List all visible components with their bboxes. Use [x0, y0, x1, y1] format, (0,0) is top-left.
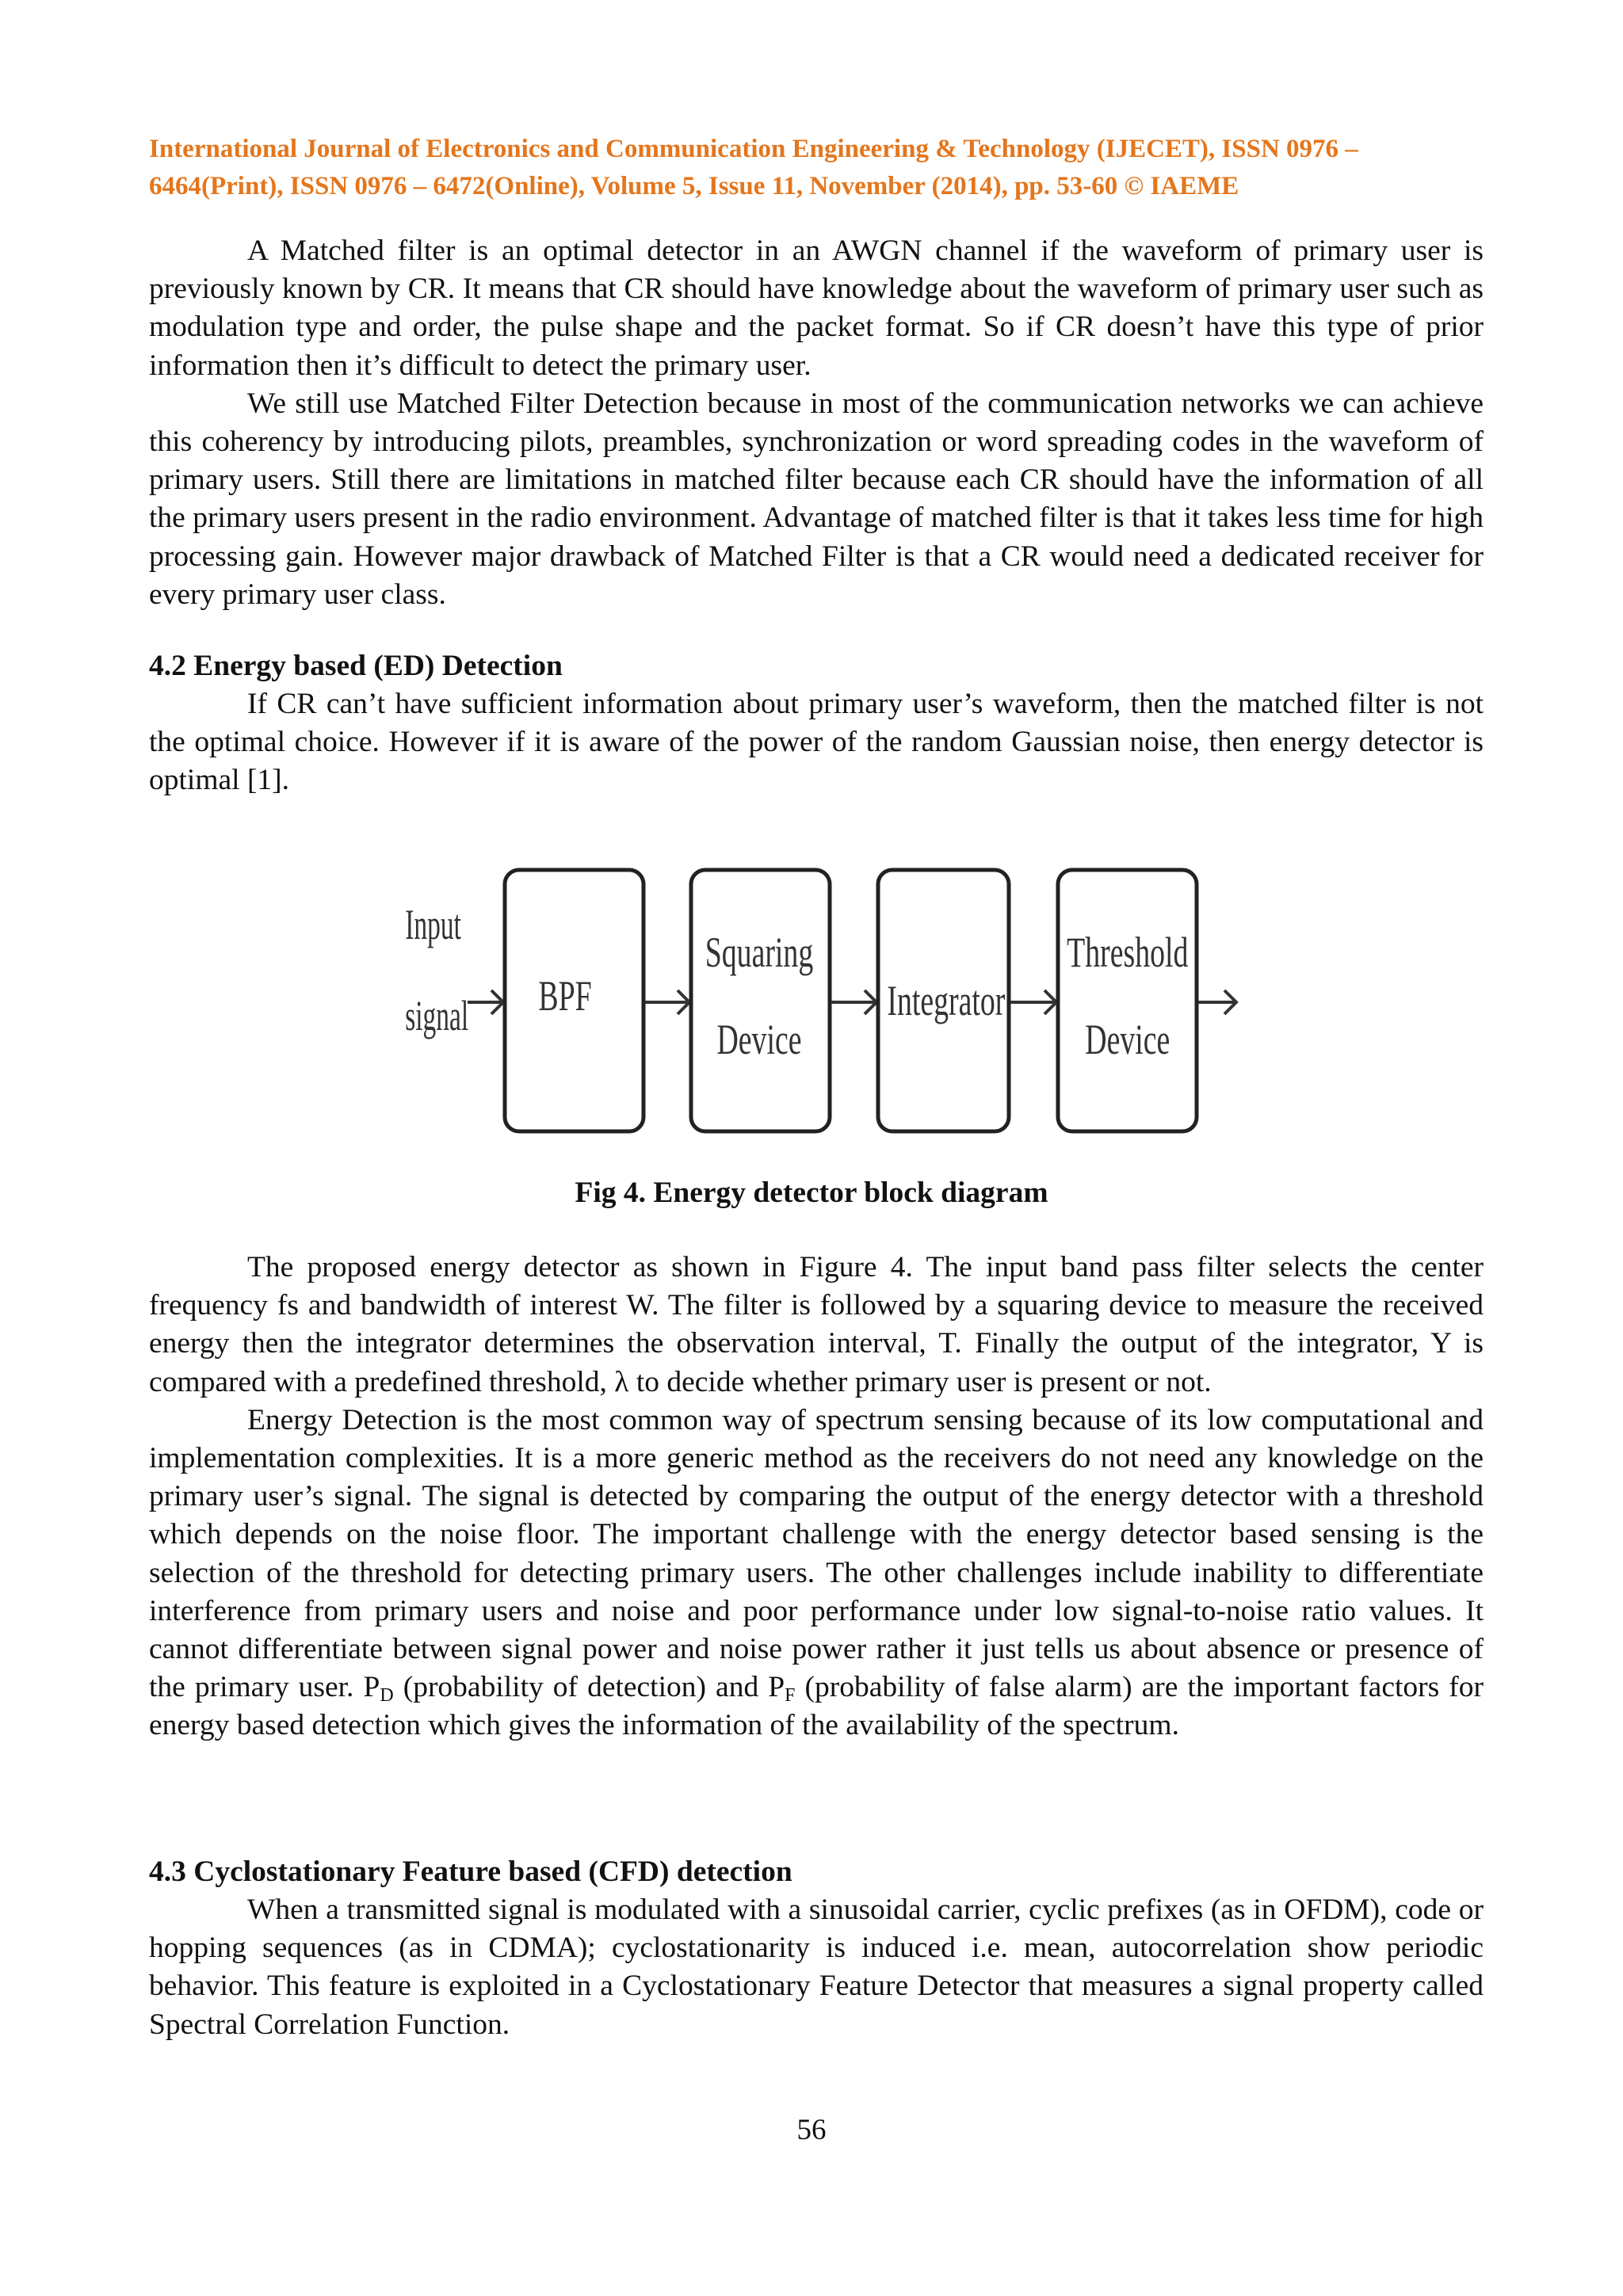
arrow-output [1198, 990, 1236, 1014]
energy-detector-block-diagram [404, 860, 1244, 1145]
input-signal-label-line1: Input [405, 900, 461, 949]
figure-caption: Fig 4. Energy detector block diagram [575, 1177, 1048, 1209]
paragraph-5-text-a: Energy Detection is the most common way of spectrum sensing because of its low computational and implementation complexities. It is a more generic method as the receivers do not need any knowledge on the primary user’s signal. The signal is detected by comparing the output of the energy detector with a threshold which depends on the noise floor. The important challenge with the energy detector based sensing is the selection of the threshold for detecting primary users. The other challenges include inability to differentiate interference from primary users and noise and poor performance under low signal-to-noise ratio values. It cannot differentiate between signal power and noise power rather it just tells us about absence or presence of the primary user. [149, 1403, 1484, 1704]
body-section-energy-intro [149, 685, 1484, 800]
arrow-squaring-to-integrator [831, 990, 876, 1014]
block-threshold-label-line1: Threshold [1067, 929, 1189, 977]
header-line-1: International Journal of Electronics and Communication Engineering & Technology (IJECET), ISSN 0976 – [149, 135, 1358, 163]
pf-subscript: F [785, 1685, 796, 1707]
paragraph-6: When a transmitted signal is modulated with a sinusoidal carrier, cyclic prefixes (as in OFDM), code or hopping sequences (as in CDMA); cyclostationarity is induced i.e. mean, autocorrelation show periodic behavior. This feature is exploited in a Cyclostationary Feature Detector that measures a signal property called Spectral Correlation Function. [149, 1894, 1484, 2041]
pd-symbol: P [363, 1671, 380, 1704]
paragraph-1: A Matched filter is an optimal detector in an AWGN channel if the waveform of primary user is previously known by CR. It means that CR should have knowledge about the waveform of primary user such as modulation type and order, the pulse shape and the packet format. So if CR doesn’t have this type of prior information then it’s difficult to detect the primary user. [149, 235, 1484, 382]
journal-header [149, 131, 1484, 205]
page-number: 56 [796, 2114, 827, 2146]
input-signal-label-line2: signal [405, 991, 469, 1040]
section-heading-4-2: 4.2 Energy based (ED) Detection [149, 650, 563, 682]
paragraph-2: We still use Matched Filter Detection because in most of the communication networks we can achieve this coherency by introducing pilots, preambles, synchronization or word spreading codes in the waveform of primary users. Still there are limitations in matched filter because each CR should have the information of all the primary users present in the radio environment. Advantage of matched filter is that it takes less time for high processing gain. However major drawback of Matched Filter is that a CR would need a dedicated receiver for every primary user class. [149, 387, 1484, 611]
paragraph-5 [149, 1402, 1484, 1745]
block-threshold-device [1058, 870, 1197, 1131]
arrow-bpf-to-squaring [645, 990, 689, 1014]
body-section-energy-detail [149, 1249, 1484, 1745]
paragraph-4: The proposed energy detector as shown in Figure 4. The input band pass filter selects the center frequency fs and bandwidth of interest W. The filter is followed by a squaring device to measure the received energy then the integrator determines the observation interval, T. Finally the output of the integrator, Y is compared with a predefined threshold, λ to decide whether primary user is present or not. [149, 1251, 1484, 1398]
paragraph-5-text-c: (probability of false alarm) are the important factors for energy based detection which gives the information of the availability of the spectrum. [149, 1671, 1484, 1742]
pd-subscript: D [380, 1685, 394, 1707]
paragraph-3: If CR can’t have sufficient information about primary user’s waveform, then the matched filter is not the optimal choice. However if it is aware of the power of the random Gaussian noise, then energy detector is optimal [1]. [149, 688, 1484, 797]
block-squaring-label-line2: Device [716, 1016, 802, 1064]
arrow-input-to-bpf [468, 990, 503, 1014]
block-integrator-label: Integrator [887, 977, 1006, 1025]
body-section-cyclostationary [149, 1891, 1484, 2044]
block-squaring-label-line1: Squaring [705, 929, 814, 977]
block-threshold-label-line2: Device [1085, 1016, 1170, 1064]
paragraph-5-text-b: (probability of detection) and [393, 1671, 769, 1704]
block-bpf-label: BPF [538, 972, 592, 1020]
block-squaring-device [691, 870, 830, 1131]
arrow-integrator-to-threshold [1010, 990, 1056, 1014]
section-heading-4-3: 4.3 Cyclostationary Feature based (CFD) detection [149, 1855, 792, 1888]
header-line-2: 6464(Print), ISSN 0976 – 6472(Online), Volume 5, Issue 11, November (2014), pp. 53-60 © IAEME [149, 172, 1239, 200]
pf-symbol: P [768, 1671, 785, 1704]
body-section-matched-filter [149, 232, 1484, 614]
